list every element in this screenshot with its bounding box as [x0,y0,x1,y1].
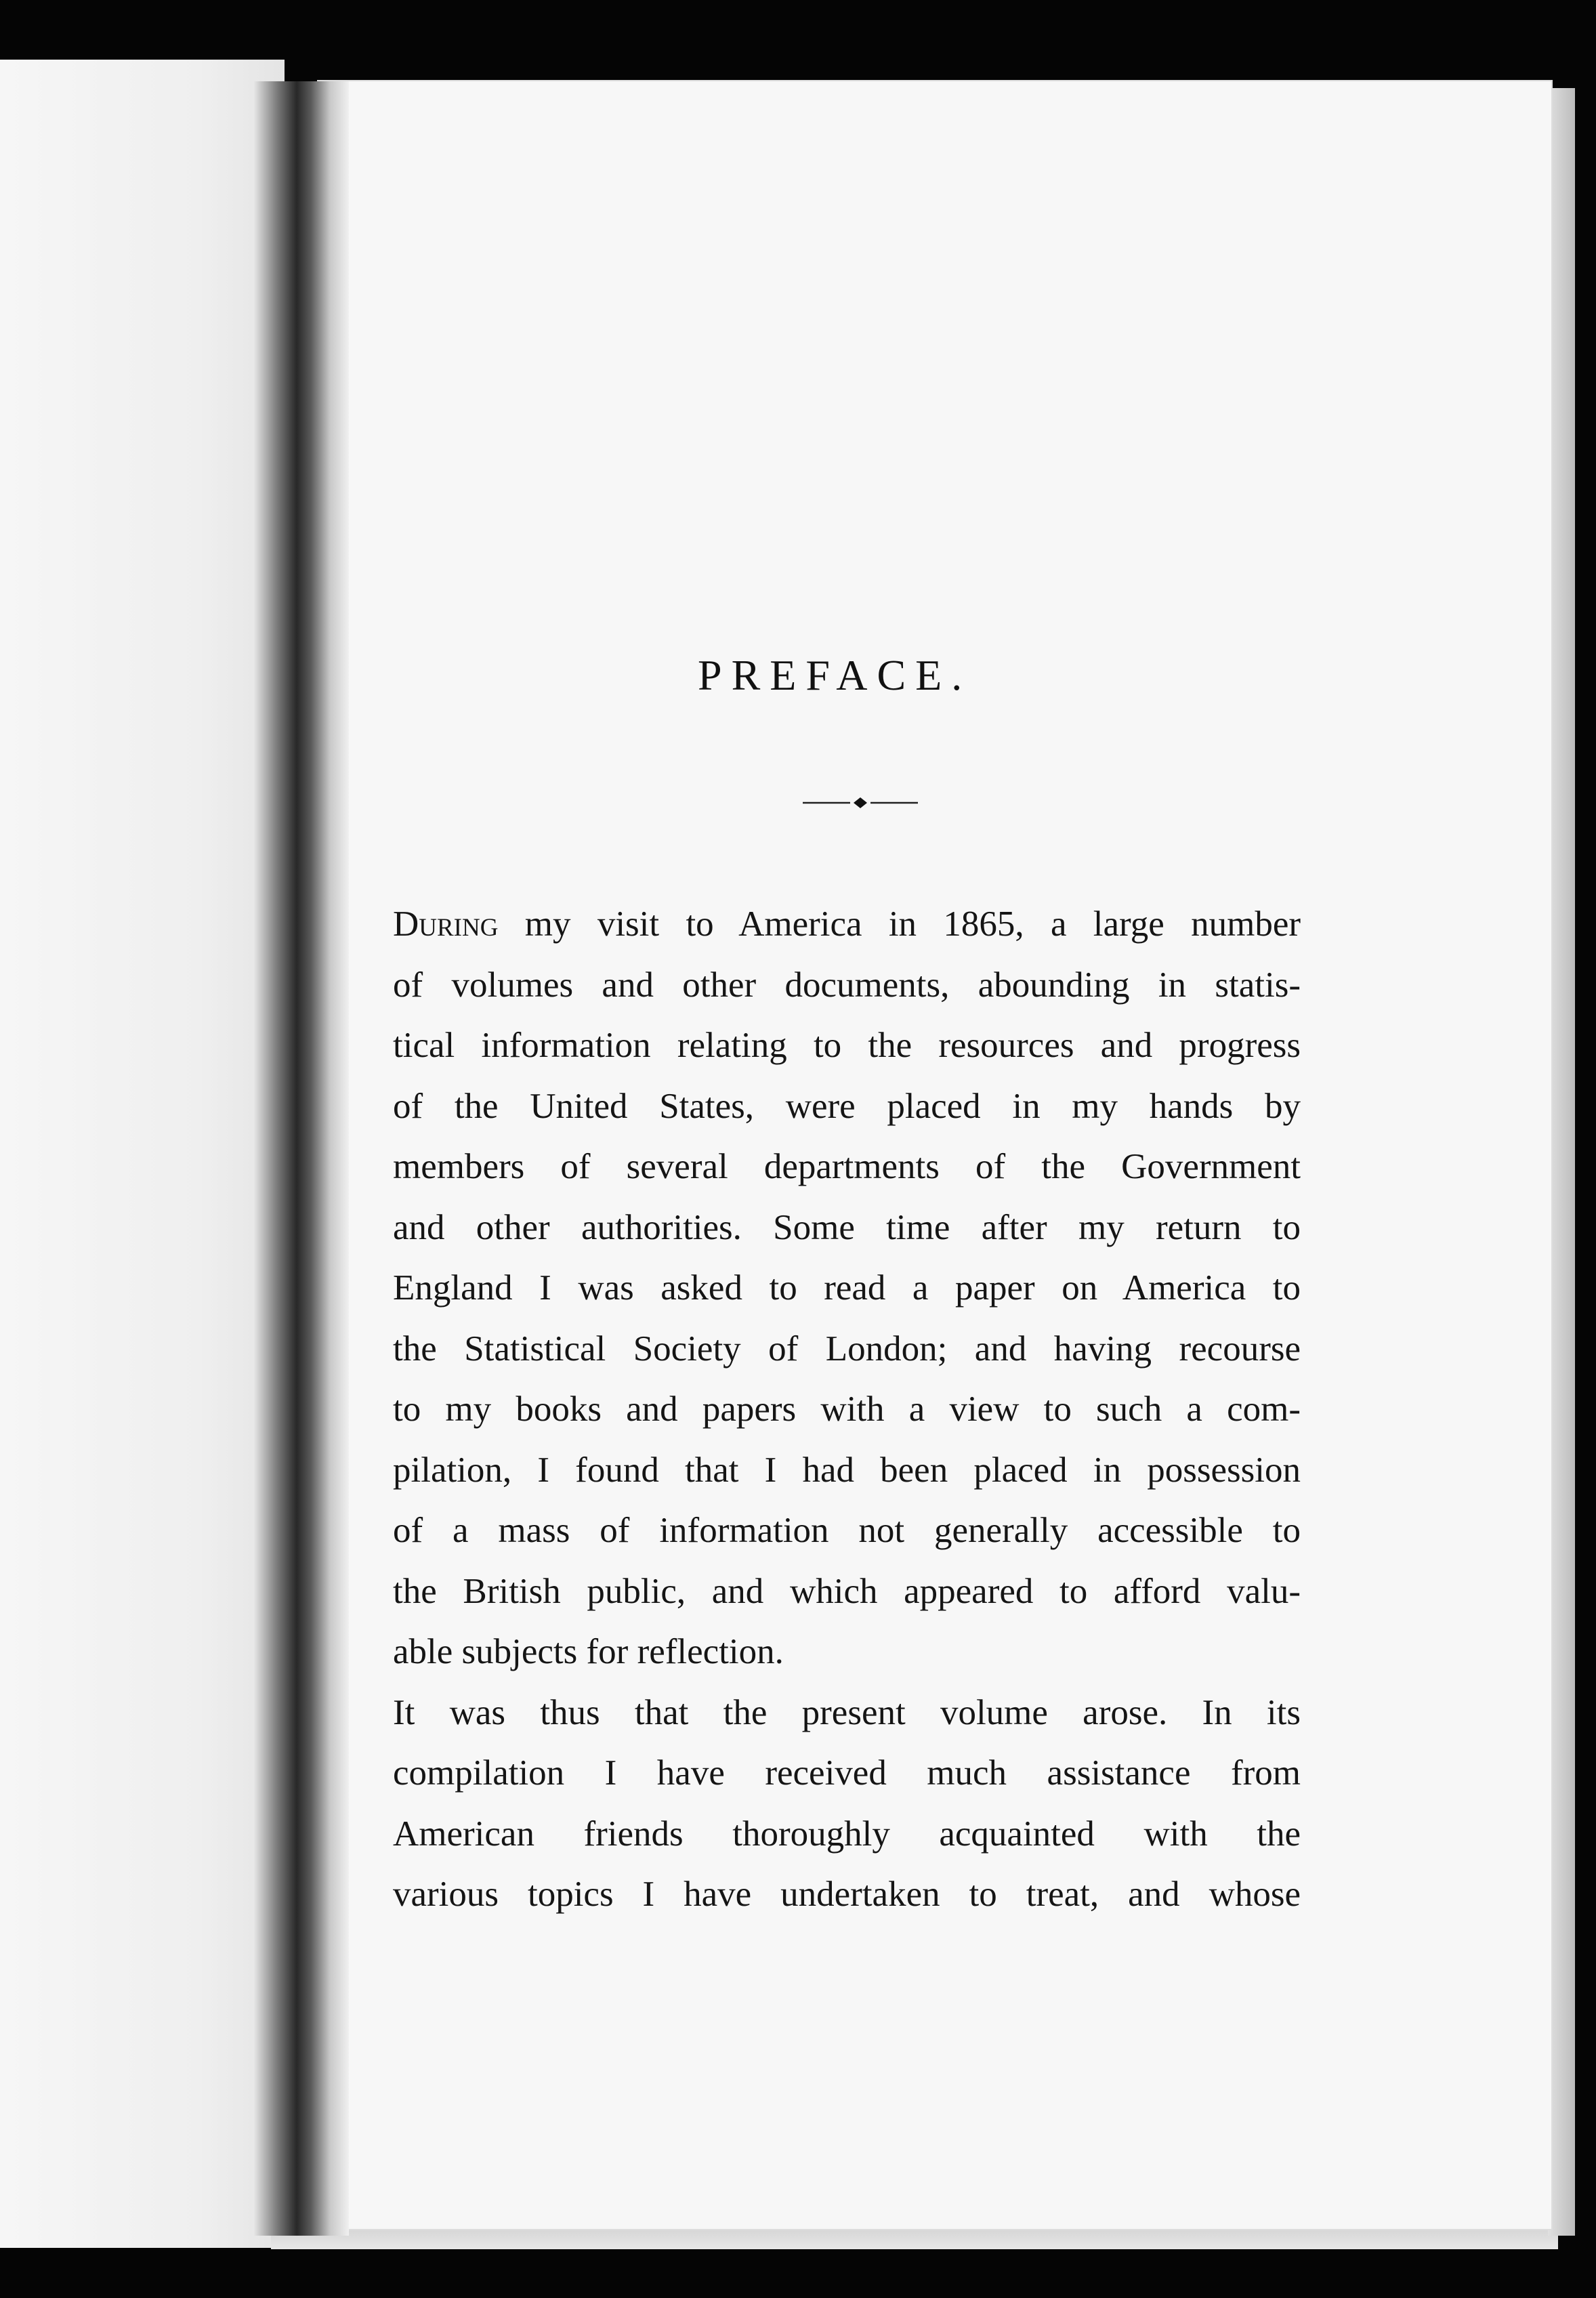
paragraph-2 [393,1683,1301,1925]
lead-word: During [393,904,499,944]
text-line: It was thus that the present volume arose. In its [393,1692,1301,1732]
text-line: the Statistical Society of London; and having recourse [393,1329,1301,1369]
preface-body [393,894,1301,1925]
ornament-divider-icon [803,793,918,813]
text-line: to my books and papers with a view to such a com- [393,1390,1301,1429]
text-line: and other authorities. Some time after my return to [393,1207,1301,1247]
page-title: PREFACE. [698,651,972,699]
text-line: able subjects for reflection. [393,1632,784,1671]
text-line: England I was asked to read a paper on America to [393,1268,1301,1308]
text-line: American friends thoroughly acquainted with the [393,1814,1301,1854]
text-line: members of several departments of the Government [393,1147,1301,1186]
text-line: of volumes and other documents, abounding in statis- [393,965,1301,1005]
book-gutter-shadow [254,81,349,2236]
paragraph-1 [393,894,1301,1683]
left-blank-page [0,60,285,2248]
text-line: pilation, I found that I had been placed in possession [393,1450,1301,1490]
page-right-edge [1548,88,1575,2236]
text-line: the British public, and which appeared to afford valu- [393,1571,1301,1611]
text-line: of the United States, were placed in my hands by [393,1086,1301,1126]
text-line: of a mass of information not generally accessible to [393,1511,1301,1550]
text-line: various topics I have undertaken to treat, and whose [393,1875,1301,1914]
text-line: compilation I have received much assistance from [393,1753,1301,1793]
text-line: tical information relating to the resources and progress [393,1026,1301,1065]
text-line: During my visit to America in 1865, a large number [393,904,1301,944]
